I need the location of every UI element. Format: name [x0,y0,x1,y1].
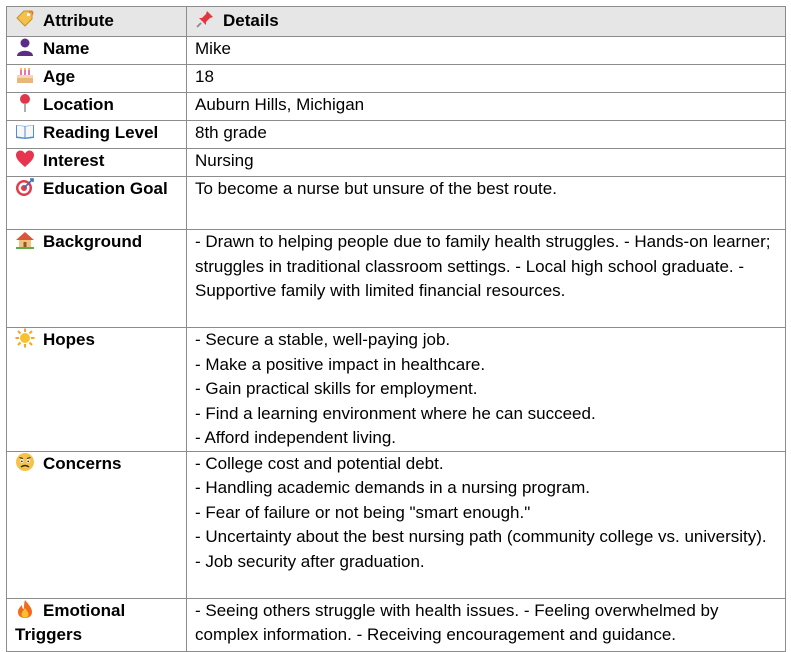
birthday-cake-icon [15,65,35,85]
detail-line: 18 [195,67,214,86]
attribute-header [7,7,187,37]
open-book-icon [15,121,35,141]
table-row [7,451,786,598]
map-pin-icon [15,93,35,113]
detail-line: - Afford independent living. [195,428,396,447]
table-row [7,65,786,93]
details-cell [187,149,786,177]
attribute-label: Reading Level [43,123,159,142]
detail-line: Auburn Hills, Michigan [195,95,365,114]
attribute-cell [7,93,187,121]
attribute-label: Education Goal [43,179,168,198]
detail-line: - Secure a stable, well-paying job. [195,330,451,349]
details-header [187,7,786,37]
attribute-label: Location [43,95,114,114]
details-header-text: Details [223,11,279,30]
details-cell [187,65,786,93]
details-cell [187,177,786,230]
table-row [7,328,786,452]
detail-line: To become a nurse but unsure of the best route. [195,179,557,198]
attribute-label: Emotional Triggers [15,600,126,644]
attribute-cell [7,598,187,651]
table-row [7,598,786,651]
attribute-cell [7,65,187,93]
detail-line: - Gain practical skills for employment. [195,379,478,398]
detail-line: 8th grade [195,123,267,142]
details-cell [187,93,786,121]
attribute-cell [7,177,187,230]
details-cell [187,121,786,149]
detail-line: - Drawn to helping people due to family health struggles. - Hands-on learner; struggles in traditional classroom settings. - Local high school graduate. - Supportive family with limited financial resources. [195,232,771,300]
worried-face-icon [15,452,35,472]
table-row [7,177,786,230]
attribute-cell [7,149,187,177]
sun-icon [15,328,35,348]
details-cell [187,598,786,651]
detail-line: - Uncertainty about the best nursing path (community college vs. university). [195,527,767,546]
house-icon [15,230,35,250]
attribute-cell [7,328,187,452]
details-cell [187,230,786,328]
persona-table [6,6,786,652]
attribute-label: Interest [43,151,105,170]
fire-icon [15,599,35,619]
header-row [7,7,786,37]
detail-line: Mike [195,39,231,58]
attribute-cell [7,230,187,328]
table-row [7,121,786,149]
attribute-label: Age [43,67,76,86]
attribute-cell [7,121,187,149]
attribute-label: Background [43,232,143,251]
details-cell [187,451,786,598]
attribute-label: Concerns [43,453,122,473]
detail-line: - College cost and potential debt. [195,453,444,473]
attribute-header-text: Attribute [43,11,114,30]
attribute-label: Name [43,39,90,58]
detail-line: - Handling academic demands in a nursing program. [195,478,590,497]
detail-line: - Find a learning environment where he can succeed. [195,403,596,423]
target-icon [15,177,35,197]
attribute-label: Hopes [43,330,95,349]
details-cell [187,328,786,452]
detail-line: - Job security after graduation. [195,551,425,571]
detail-line: - Seeing others struggle with health issues. - Feeling overwhelmed by complex information. - Receiving encouragement and guidance. [195,600,719,644]
table-row [7,93,786,121]
detail-line: - Fear of failure or not being "smart enough." [195,502,531,522]
table-row [7,149,786,177]
details-cell [187,37,786,65]
pushpin-icon [195,9,215,29]
heart-icon [15,149,35,169]
label-tag-icon [15,9,35,29]
person-silhouette-icon [15,37,35,57]
attribute-cell [7,451,187,598]
table-row [7,230,786,328]
detail-line: - Make a positive impact in healthcare. [195,354,486,374]
attribute-cell [7,37,187,65]
detail-line: Nursing [195,151,254,170]
table-row [7,37,786,65]
